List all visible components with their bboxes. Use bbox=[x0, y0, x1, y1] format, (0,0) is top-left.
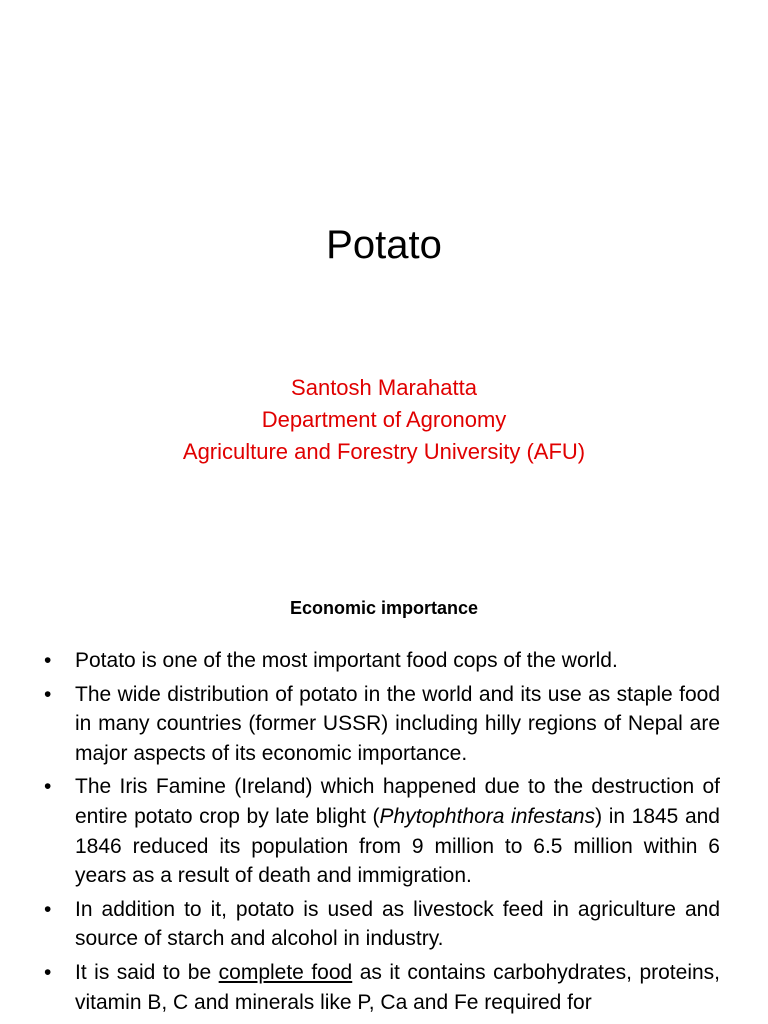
bullet-dot-icon: • bbox=[44, 682, 52, 706]
bullet-dot-icon: • bbox=[44, 649, 52, 672]
bullet-item bbox=[44, 680, 720, 769]
bullet-item bbox=[44, 772, 720, 890]
bullet-text-after: as it contains carbohydrates, proteins, vitamin B, C and minerals like P, Ca and Fe required for bbox=[75, 960, 721, 1014]
bullet-text-after: ) in 1845 and 1846 reduced its population from 9 million to 6.5 million within 6 years as a result of death and immigration. bbox=[75, 804, 720, 888]
bullet-text: Potato is one of the most important food cops of the world. bbox=[75, 649, 618, 672]
underlined-term: complete food bbox=[218, 960, 353, 984]
section-heading: Economic importance bbox=[289, 598, 479, 618]
bullet-item bbox=[44, 958, 721, 1017]
bullet-text-before: It is said to be bbox=[75, 960, 219, 984]
bullet-dot-icon: • bbox=[44, 897, 52, 921]
bullet-text: The wide distribution of potato in the world and its use as staple food in many countries (former USSR) including hilly regions of Nepal are major aspects of its economic importance. bbox=[75, 682, 720, 765]
author-university: Agriculture and Forestry University (AFU) bbox=[182, 439, 586, 464]
bullet-list bbox=[0, 646, 768, 1021]
bullet-dot-icon: • bbox=[44, 775, 52, 799]
author-name: Santosh Marahatta bbox=[291, 375, 477, 400]
author-block bbox=[0, 372, 768, 468]
author-department: Department of Agronomy bbox=[261, 407, 507, 432]
bullet-text: In addition to it, potato is used as livestock feed in agriculture and source of starch and alcohol in industry. bbox=[75, 897, 720, 951]
bullet-text-before: The Iris Famine (Ireland) which happened due to the destruction of entire potato crop by late blight ( bbox=[75, 775, 720, 828]
bullet-item bbox=[44, 646, 720, 676]
bullet-dot-icon: • bbox=[44, 960, 52, 984]
scientific-name: Phytophthora infestans bbox=[379, 804, 596, 828]
bullet-item bbox=[44, 895, 720, 954]
slide-title: Potato bbox=[326, 223, 442, 267]
